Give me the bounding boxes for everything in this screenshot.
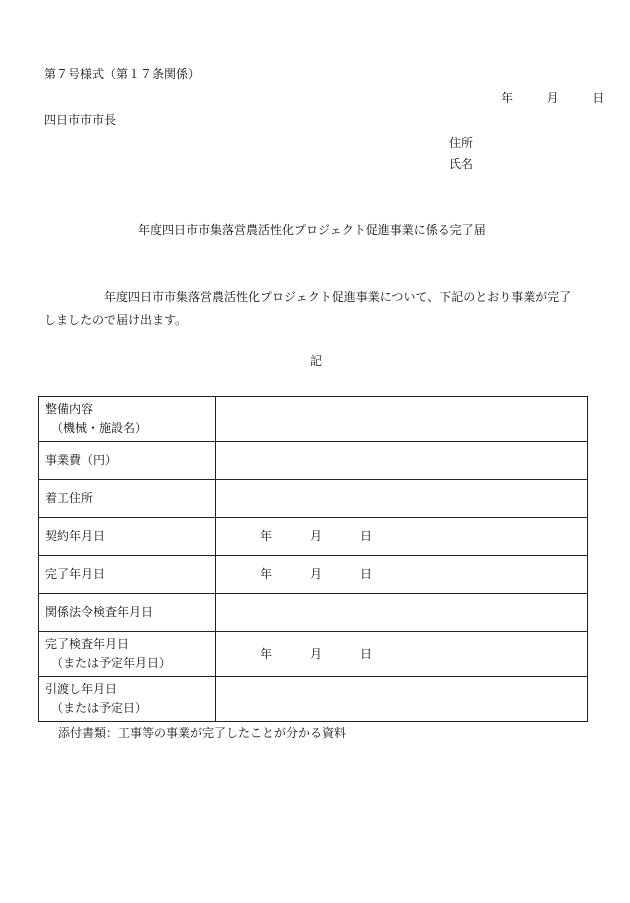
date-day-label: 日 <box>592 91 605 105</box>
form-number: 第７号様式（第１７条関係） <box>44 67 201 81</box>
table-row <box>39 556 588 594</box>
row-label: 事業費（円） <box>39 442 216 480</box>
month-label: 月 <box>310 529 323 544</box>
row-label-sub: （または予定年月日） <box>51 656 172 670</box>
day-label: 日 <box>360 567 373 582</box>
month-label: 月 <box>310 646 323 661</box>
attachment-note: 添付書類：工事等の事業が完了したことが分かる資料 <box>58 726 347 740</box>
row-label: 関係法令検査年月日 <box>39 594 216 632</box>
month-label: 月 <box>310 567 323 582</box>
day-label: 日 <box>360 646 373 661</box>
table-row <box>39 480 588 518</box>
row-value-cell <box>216 632 588 677</box>
row-label <box>39 632 216 677</box>
row-value-cell <box>216 518 588 556</box>
row-label: 着工住所 <box>39 480 216 518</box>
row-label: 完了年月日 <box>39 556 216 594</box>
row-label-sub: （機械・施設名） <box>51 421 148 435</box>
document-title: 年度四日市市集落営農活性化プロジェクト促進事業に係る完了届 <box>138 223 486 237</box>
row-label <box>39 677 216 722</box>
table-row <box>39 677 588 722</box>
date-month-label: 月 <box>546 91 559 105</box>
row-value-cell <box>216 594 588 632</box>
year-label: 年 <box>260 646 273 661</box>
row-label-sub: （または予定日） <box>51 701 148 715</box>
table-row <box>39 518 588 556</box>
table-row <box>39 442 588 480</box>
submission-date <box>501 92 604 104</box>
addressee: 四日市市市長 <box>44 113 117 127</box>
applicant-name-label: 氏名 <box>449 157 474 171</box>
row-label-main: 引渡し年月日 <box>45 682 118 697</box>
row-label <box>39 397 216 442</box>
year-label: 年 <box>260 529 273 544</box>
year-label: 年 <box>260 567 273 582</box>
row-label-main: 完了検査年月日 <box>45 637 130 652</box>
table-row <box>39 632 588 677</box>
date-year-label: 年 <box>501 91 514 105</box>
ki-heading: 記 <box>310 354 323 368</box>
row-value-cell <box>216 442 588 480</box>
row-value-cell <box>216 677 588 722</box>
completion-details-table <box>38 396 588 722</box>
table-row <box>39 594 588 632</box>
table-row <box>39 397 588 442</box>
row-value-cell <box>216 397 588 442</box>
row-label: 契約年月日 <box>39 518 216 556</box>
row-value-cell <box>216 556 588 594</box>
applicant-address-label: 住所 <box>449 136 474 150</box>
body-text-line-1: 年度四日市市集落営農活性化プロジェクト促進事業について、下記のとおり事業が完了 <box>104 290 572 304</box>
row-value-cell <box>216 480 588 518</box>
body-text-line-2: しましたので届け出ます。 <box>44 313 188 327</box>
row-label-main: 整備内容 <box>45 402 94 417</box>
day-label: 日 <box>360 529 373 544</box>
